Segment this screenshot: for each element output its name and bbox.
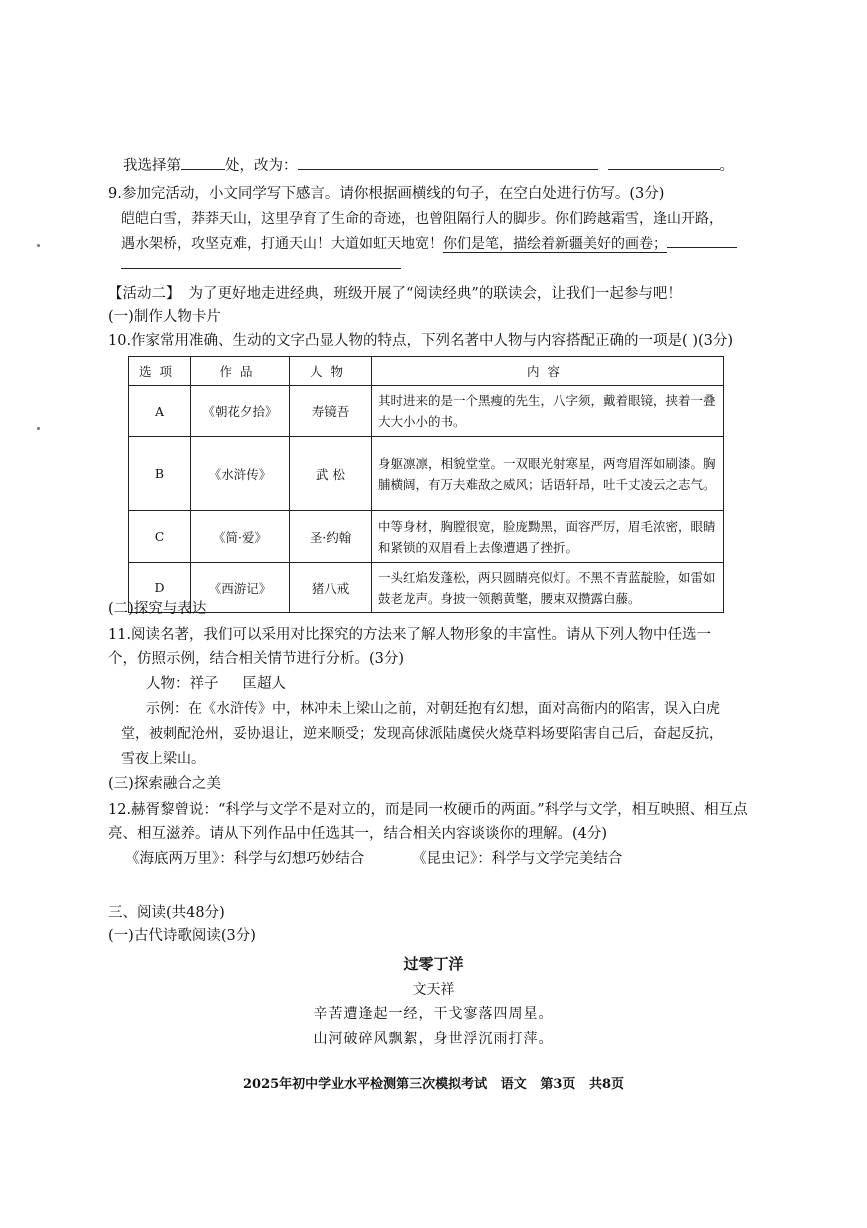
q11-line2: 个，仿照示例，结合相关情节进行分析。(3分) — [108, 651, 405, 667]
section3-heading: (三)探索融合之美 — [108, 776, 221, 792]
q9-question: 9.参加完活动，小文同学写下感言。请你根据画横线的句子，在空白处进行仿写。(3分) — [108, 186, 665, 202]
q10-question: 10.作家常用准确、生动的文字凸显人物的特点，下列名著中人物与内容搭配正确的一项是( )(3分) — [108, 333, 734, 349]
activity2-text: 为了更好地走进经典，班级开展了“阅读经典”的联读会，让我们一起参与吧！ — [188, 286, 682, 302]
person-name: 武 松 — [290, 437, 372, 511]
q10-options-table — [128, 356, 724, 613]
section2-heading: (二)探究与表达 — [108, 601, 207, 617]
q8-blank-answer-2[interactable] — [608, 155, 720, 170]
q9-text-line2 — [121, 233, 737, 255]
table-row[interactable] — [129, 511, 724, 563]
table-row[interactable] — [129, 563, 724, 613]
content-text: 中等身材，胸膛很宽，脸庞黝黑，面容严厉，眉毛浓密，眼睛和紧锁的双眉看上去像遭遇了挫折。 — [372, 511, 724, 563]
option-label: A — [129, 386, 191, 437]
q9-underlined-sentence: 你们是笔，描绘着新疆美好的画卷； — [443, 236, 667, 252]
section1-heading: (一)制作人物卡片 — [108, 309, 221, 325]
q11-example-line1: 示例：在《水浒传》中，林冲未上梁山之前，对朝廷抱有幻想，面对高衙内的陷害，误入白虎 — [146, 701, 720, 717]
activity2-label: 【活动二】 — [108, 286, 181, 302]
header-person: 人物 — [290, 357, 372, 386]
person-1: 祥子 — [189, 676, 219, 692]
scan-speck — [37, 427, 40, 430]
q8-prefix: 我选择第 — [123, 158, 181, 174]
person-name: 圣·约翰 — [290, 511, 372, 563]
q12-work-1: 《海底两万里》：科学与幻想巧妙结合 — [125, 851, 365, 867]
q8-end: 。 — [719, 158, 734, 174]
persons-label: 人物： — [146, 676, 190, 692]
activity2-line — [108, 283, 682, 305]
poem-line-2: 山河破碎风飘絮，身世浮沉雨打萍。 — [313, 1031, 554, 1047]
page-footer: 2025年初中学业水平检测第三次模拟考试 语文 第3页 共8页 — [242, 1077, 624, 1092]
poem-author: 文天祥 — [412, 982, 455, 998]
table-header-row — [129, 357, 724, 386]
header-content: 内容 — [372, 357, 724, 386]
q8-blank-answer-1[interactable] — [298, 155, 598, 170]
table-row[interactable] — [129, 437, 724, 511]
q11-example-line2: 堂，被刺配沧州，妥协退让，逆来顺受；发现高俅派陆虞侯火烧草料场要陷害自己后，奋起反抗， — [121, 726, 723, 742]
work-title: 《简·爱》 — [191, 511, 290, 563]
q8-answer-line — [123, 155, 734, 177]
option-label: C — [129, 511, 191, 563]
q9-text-line1: 皑皑白雪，莽莽天山，这里孕育了生命的奇迹，也曾阻隔行人的脚步。你们跨越霜雪，逢山开路， — [121, 211, 723, 227]
q11-persons — [146, 673, 286, 695]
work-title: 《水浒传》 — [191, 437, 290, 511]
q8-blank-number[interactable] — [181, 155, 225, 170]
header-option: 选项 — [129, 357, 191, 386]
content-text: 一头红焰发蓬松，两只圆睛亮似灯。不黑不青蓝靛脸，如雷如鼓老龙声。身披一领鹅黄氅，腰束双攒露白藤。 — [372, 563, 724, 613]
person-2: 匡超人 — [242, 676, 286, 692]
poetry-subsection-heading: (一)古代诗歌阅读(3分) — [108, 928, 256, 944]
person-name: 寿镜吾 — [290, 386, 372, 437]
q11-example-line3: 雪夜上梁山。 — [121, 751, 205, 767]
option-label: B — [129, 437, 191, 511]
work-title: 《朝花夕拾》 — [191, 386, 290, 437]
content-text: 其时进来的是一个黑瘦的先生，八字须，戴着眼镜，挟着一叠大大小小的书。 — [372, 386, 724, 437]
part3-heading: 三、阅读(共48分) — [108, 905, 225, 921]
q12-line1: 12.赫胥黎曾说：“科学与文学不是对立的，而是同一枚硬币的两面。”科学与文学，相互映照、相互点 — [108, 802, 748, 818]
q9-blank-1[interactable] — [667, 233, 737, 248]
q8-mid: 处，改为： — [225, 158, 298, 174]
table-row[interactable] — [129, 386, 724, 437]
header-work: 作品 — [191, 357, 290, 386]
q9-text-plain: 遇水架桥，攻坚克难，打通天山！大道如虹天地宽！ — [121, 236, 443, 252]
person-name: 猪八戒 — [290, 563, 372, 613]
work-title: 《西游记》 — [191, 563, 290, 613]
poem-title: 过零丁洋 — [403, 955, 464, 973]
poem-line-1: 辛苦遭逢起一经，干戈寥落四周星。 — [313, 1006, 554, 1022]
q11-line1: 11.阅读名著，我们可以采用对比探究的方法来了解人物形象的丰富性。请从下列人物中任选一 — [108, 627, 712, 643]
content-text: 身躯凛凛，相貌堂堂。一双眼光射寒星，两弯眉浑如刷漆。胸脯横阔，有万夫难敌之威风；话语轩昂，吐千丈凌云之志气。 — [372, 437, 724, 511]
q12-work-2: 《昆虫记》：科学与文学完美结合 — [412, 851, 623, 867]
option-label: D — [129, 563, 191, 613]
scan-speck — [37, 244, 40, 247]
q9-blank-2[interactable] — [121, 268, 401, 269]
q12-line2: 亮、相互滋养。请从下列作品中任选其一，结合相关内容谈谈你的理解。(4分) — [108, 826, 608, 842]
